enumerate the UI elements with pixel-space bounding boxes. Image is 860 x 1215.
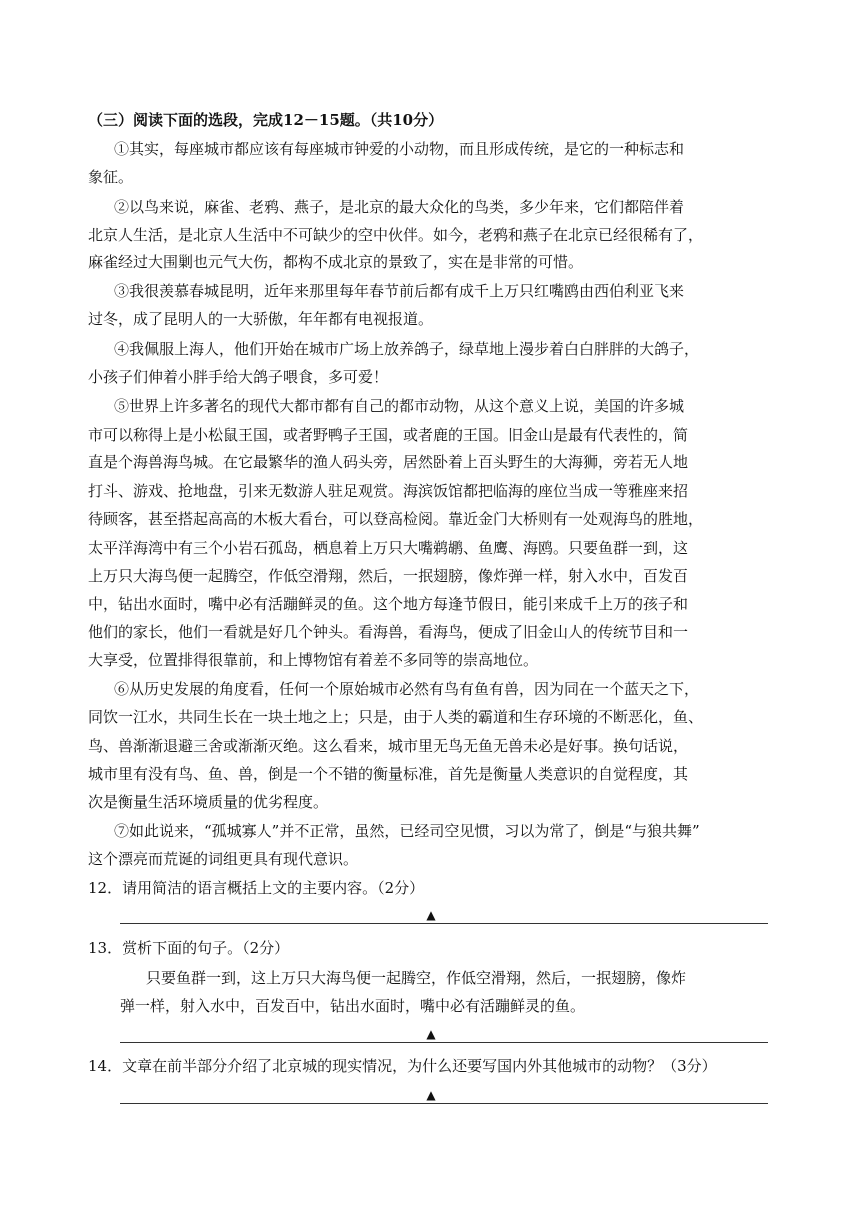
passage-line: ⑤世界上许多著名的现代大都市都有自己的都市动物，从这个意义上说，美国的许多城	[114, 397, 685, 415]
passage-line: ⑥从历史发展的角度看，任何一个原始城市必然有鸟有鱼有兽，因为同在一个蓝天之下，	[114, 680, 700, 698]
question-13: 13．赏析下面的句子。（2分）	[88, 939, 290, 957]
passage-line: 这个漂亮而荒诞的词组更具有现代意识。	[88, 850, 359, 868]
passage-line: ③我很羡慕春城昆明，近年来那里每年春节前后都有成千上万只红嘴鸥由西伯利亚飞来	[114, 282, 685, 300]
passage-line: 同饮一江水，共同生长在一块土地之上；只是，由于人类的霸道和生存环境的不断恶化，鱼、	[88, 708, 704, 726]
section-title: （三）阅读下面的选段，完成12－15题。（共10分）	[88, 111, 444, 129]
passage-line: 上万只大海鸟便一起腾空，作低空滑翔，然后，一抿翅膀，像炸弹一样，射入水中，百发百	[88, 567, 689, 585]
question-14: 14．文章在前半部分介绍了北京城的现实情况，为什么还要写国内外其他城市的动物？（3分）	[88, 1057, 717, 1075]
question-12: 12．请用简洁的语言概括上文的主要内容。（2分）	[88, 879, 425, 897]
passage-line: 市可以称得上是小松鼠王国，或者野鸭子王国，或者鹿的王国。旧金山是最有代表性的，简	[88, 426, 689, 444]
passage-line: 次是衡量生活环境质量的优劣程度。	[88, 793, 329, 811]
passage-line: 大享受，位置排得很靠前，和上博物馆有着差不多同等的崇高地位。	[88, 651, 539, 669]
answer-line-14[interactable]	[120, 1103, 768, 1104]
passage-line: ②以鸟来说，麻雀、老鸦、燕子，是北京的最大众化的鸟类，多少年来，它们都陪伴着	[114, 198, 685, 216]
quoted-sentence-line: 只要鱼群一到，这上万只大海鸟便一起腾空，作低空滑翔，然后，一抿翅膀，像炸	[146, 969, 687, 987]
answer-marker-triangle-icon: ▲	[426, 1088, 436, 1102]
passage-line: 北京人生活，是北京人生活中不可缺少的空中伙伴。如今，老鸦和燕子在北京已经很稀有了，	[88, 226, 704, 244]
passage-line: 直是个海兽海鸟城。在它最繁华的渔人码头旁，居然卧着上百头野生的大海狮，旁若无人地	[88, 453, 689, 471]
passage-line: 过冬，成了昆明人的一大骄傲，年年都有电视报道。	[88, 310, 434, 328]
passage-line: ⑦如此说来，“孤城寡人”并不正常，虽然，已经司空见惯，习以为常了，倒是“与狼共舞”	[114, 822, 700, 840]
passage-line: ①其实，每座城市都应该有每座城市钟爱的小动物，而且形成传统，是它的一种标志和	[114, 140, 685, 158]
passage-line: 麻雀经过大围剿也元气大伤，都构不成北京的景致了，实在是非常的可惜。	[88, 253, 584, 271]
answer-marker-triangle-icon: ▲	[426, 908, 436, 922]
answer-line-12[interactable]	[120, 923, 768, 924]
passage-line: 待顾客，甚至搭起高高的木板大看台，可以登高检阅。靠近金门大桥则有一处观海鸟的胜地，	[88, 510, 704, 528]
passage-line: 太平洋海湾中有三个小岩石孤岛，栖息着上万只大嘴鹈鹕、鱼鹰、海鸥。只要鱼群一到，这	[88, 539, 689, 557]
passage-line: 城市里有没有鸟、鱼、兽，倒是一个不错的衡量标准，首先是衡量人类意识的自觉程度，其	[88, 765, 689, 783]
passage-line: 小孩子们伸着小胖手给大鸽子喂食，多可爱！	[88, 368, 389, 386]
passage-line: ④我佩服上海人，他们开始在城市广场上放养鸽子，绿草地上漫步着白白胖胖的大鸽子，	[114, 340, 700, 358]
quoted-sentence-line: 弹一样，射入水中，百发百中，钻出水面时，嘴中必有活蹦鲜灵的鱼。	[120, 997, 586, 1015]
passage-line: 象征。	[88, 168, 134, 186]
passage-line: 他们的家长，他们一看就是好几个钟头。看海兽，看海鸟，便成了旧金山人的传统节目和一	[88, 623, 689, 641]
answer-line-13[interactable]	[120, 1042, 768, 1043]
passage-line: 鸟、兽渐渐退避三舍或渐渐灭绝。这么看来，城市里无鸟无鱼无兽未必是好事。换句话说，	[88, 737, 689, 755]
passage-line: 打斗、游戏、抢地盘，引来无数游人驻足观赏。海滨饭馆都把临海的座位当成一等雅座来招	[88, 482, 689, 500]
passage-line: 中，钻出水面时，嘴中必有活蹦鲜灵的鱼。这个地方每逢节假日，能引来成千上万的孩子和	[88, 595, 689, 613]
answer-marker-triangle-icon: ▲	[426, 1027, 436, 1041]
